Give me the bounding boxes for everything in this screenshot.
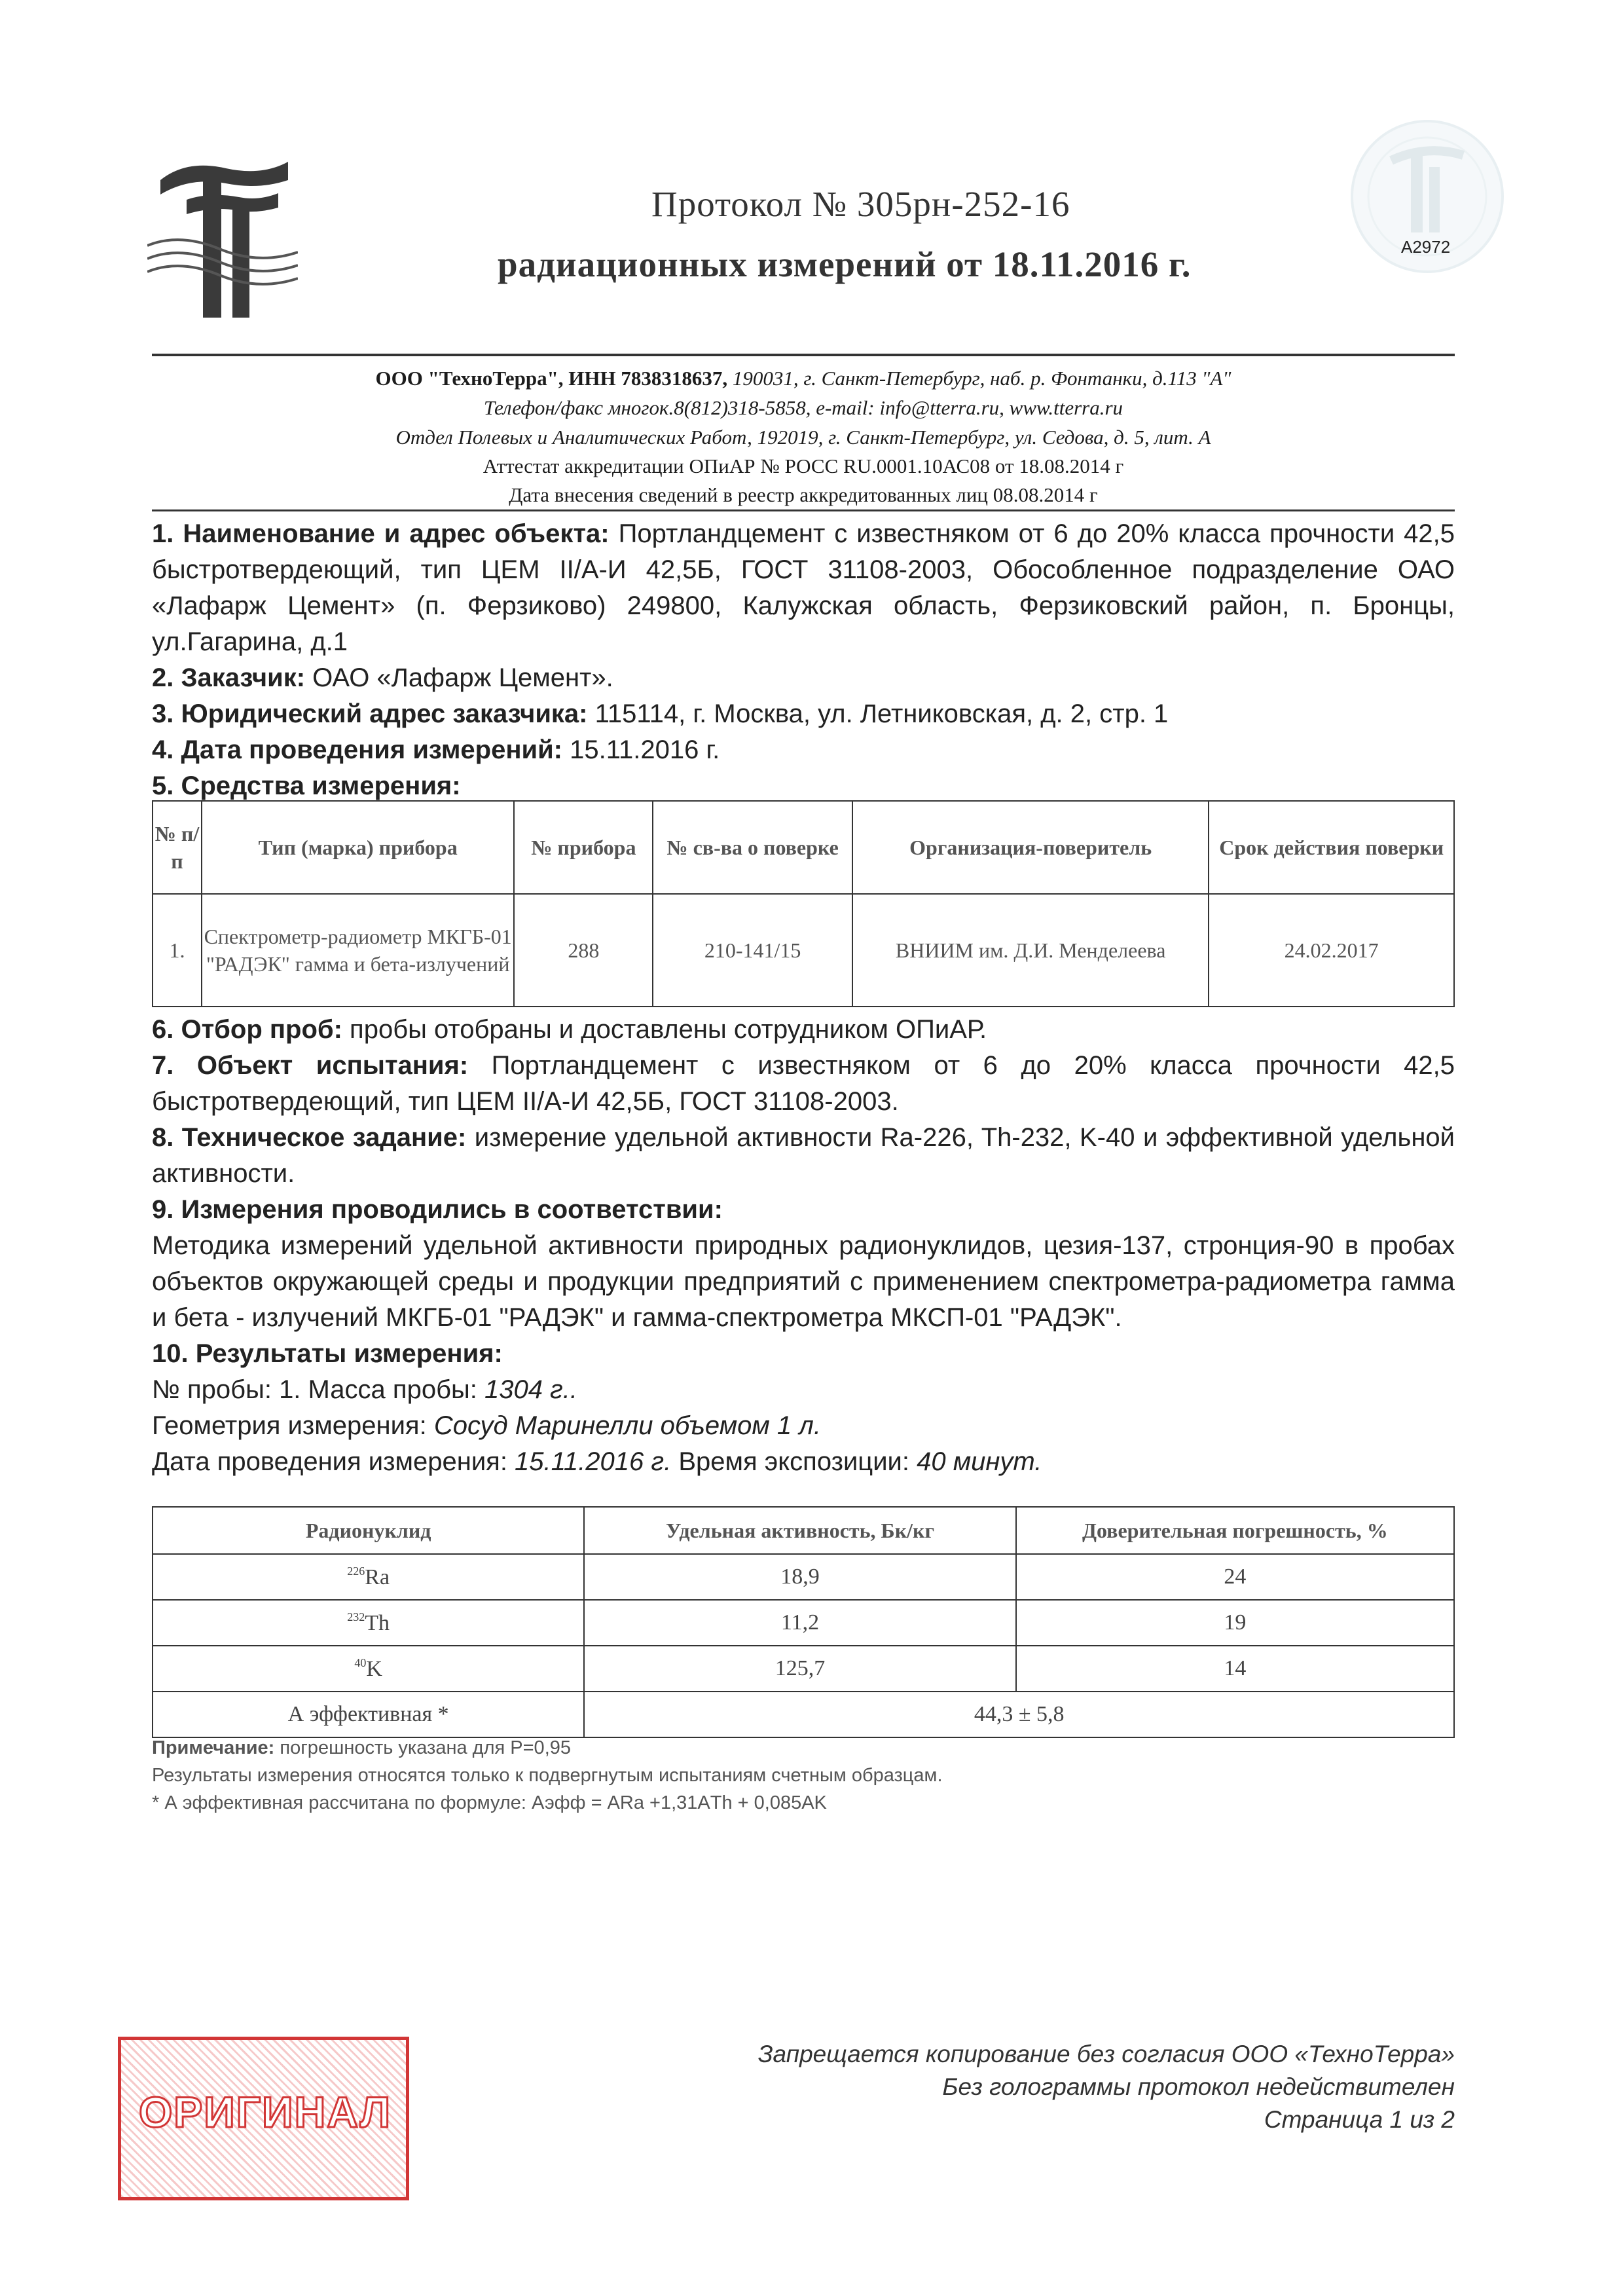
table-cell: 1. <box>153 894 202 1007</box>
section-2: 2. Заказчик: ОАО «Лафарж Цемент». <box>152 663 613 692</box>
table-header-cell: Организация-поверитель <box>852 801 1209 894</box>
table-row <box>153 1646 1454 1692</box>
section-9-text: Методика измерений удельной активности природных радионуклидов, цезия-137, стронция-90 в пробах объектов окружающей среды и продукции предприятий с применением спектрометра-радиометра гамма и бета - излучений МКГБ-01 "РАДЭК" и гамма-спектрометра МКСП-01 "РАДЭК". <box>152 1231 1455 1332</box>
table-cell: 24 <box>1016 1554 1454 1600</box>
section-8: 8. Техническое задание: измерение удельной активности Ra-226, Th-232, K-40 и эффективной удельной активности. <box>152 1123 1455 1188</box>
notes <box>152 1734 943 1817</box>
table-cell: 18,9 <box>584 1554 1015 1600</box>
header-divider <box>152 354 1455 356</box>
table-header-cell: № прибора <box>514 801 653 894</box>
table-cell: 14 <box>1016 1646 1454 1692</box>
table-header-cell: Тип (марка) прибора <box>202 801 515 894</box>
protocol-subtitle: радиационных измерений от 18.11.2016 г. <box>498 244 1192 284</box>
table-cell: 210-141/15 <box>653 894 852 1007</box>
table-cell: 44,3 ± 5,8 <box>584 1692 1454 1737</box>
table-row <box>153 894 1454 1007</box>
section-5: 5. Средства измерения: <box>152 771 461 800</box>
table-header-cell: Срок действия поверки <box>1209 801 1454 894</box>
table-cell: 11,2 <box>584 1600 1015 1646</box>
nuclide-cell: $^{232}$Th <box>153 1600 584 1646</box>
note-scope: Результаты измерения относятся только к подвергнутым испытаниям счетным образцам. <box>152 1765 943 1786</box>
org-line-1: ООО "ТехноТерра", ИНН 7838318637, 190031, г. Санкт-Петербург, наб. р. Фонтанки, д.113 "А" <box>375 367 1231 390</box>
page-number: Страница 1 из 2 <box>1264 2106 1455 2133</box>
nuclide-cell: $^{40}$K <box>153 1646 584 1692</box>
table-header-cell: № св-ва о поверке <box>653 801 852 894</box>
company-logo <box>147 154 298 324</box>
table-cell: 24.02.2017 <box>1209 894 1454 1007</box>
section-4: 4. Дата проведения измерений: 15.11.2016 г. <box>152 735 720 764</box>
section-1: 1. Наименование и адрес объекта: Портландцемент с известняком от 6 до 20% класса прочности 42,5 быстротвердеющий, тип ЦЕМ II/А-И 42,5Б, ГОСТ 31108-2003, Обособленное подразделение ОАО «Лафарж Цемент» (п. Ферзиково) 249800, Калужская область, Ферзиковский район, п. Бронцы, ул.Гагарина, д.1 <box>152 519 1455 656</box>
table-cell: Спектрометр-радиометр МКГБ-01 "РАДЭК" гамма и бета-излучений <box>202 894 515 1007</box>
accreditation-line: Аттестат аккредитации ОПиАР № РОСС RU.0001.10АС08 от 18.08.2014 г <box>483 454 1124 477</box>
protocol-body <box>152 516 1455 804</box>
org-line-2: Телефон/факс многок.8(812)318-5858, e-mail: info@tterra.ru, www.tterra.ru <box>483 396 1123 419</box>
table-row <box>153 1600 1454 1646</box>
sample-info: № пробы: 1. Масса пробы: 1304 г.. <box>152 1375 578 1404</box>
section-3: 3. Юридический адрес заказчика: 115114, г. Москва, ул. Летниковская, д. 2, стр. 1 <box>152 699 1169 728</box>
table-row <box>153 1554 1454 1600</box>
table-row-effective <box>153 1692 1454 1737</box>
original-stamp <box>118 2037 409 2200</box>
table-header-cell: Доверительная погрешность, % <box>1016 1507 1454 1554</box>
section-6: 6. Отбор проб: пробы отобраны и доставлены сотрудником ОПиАР. <box>152 1015 987 1044</box>
stamp-text: ОРИГИНАЛ <box>138 2088 392 2136</box>
note-precision: Примечание: погрешность указана для Р=0,95 <box>152 1737 572 1758</box>
protocol-title: Протокол № 305рн-252-16 <box>651 184 1070 224</box>
section-9: 9. Измерения проводились в соответствии: <box>152 1195 723 1224</box>
geometry-info: Геометрия измерения: Сосуд Маринелли объемом 1 л. <box>152 1411 821 1440</box>
table-cell: 125,7 <box>584 1646 1015 1692</box>
table-cell: А эффективная * <box>153 1692 584 1737</box>
table-header-cell: № п/п <box>153 801 202 894</box>
footer-copy-notice: Запрещается копирование без согласия ООО «ТехноТерра» <box>757 2041 1455 2067</box>
section-7: 7. Объект испытания: Портландцемент с известняком от 6 до 20% класса прочности 42,5 быстротвердеющий, тип ЦЕМ II/А-И 42,5Б, ГОСТ 31108-2003. <box>152 1051 1455 1116</box>
footer-hologram-notice: Без голограммы протокол недействителен <box>942 2073 1455 2100</box>
section-10: 10. Результаты измерения: <box>152 1339 503 1368</box>
instruments-table <box>152 800 1455 1007</box>
table-header-cell: Радионуклид <box>153 1507 584 1554</box>
table-cell: ВНИИМ им. Д.И. Менделеева <box>852 894 1209 1007</box>
table-header-row <box>153 801 1454 894</box>
table-cell: 19 <box>1016 1600 1454 1646</box>
results-table <box>152 1506 1455 1738</box>
registry-line: Дата внесения сведений в реестр аккредитованных лиц 08.08.2014 г <box>152 481 1455 511</box>
protocol-body-continued <box>152 1012 1455 1480</box>
table-header-cell: Удельная активность, Бк/кг <box>584 1507 1015 1554</box>
note-formula: * А эффективная рассчитана по формуле: Аэфф = АRa +1,31АTh + 0,085АK <box>152 1792 827 1813</box>
org-line-3: Отдел Полевых и Аналитических Работ, 192019, г. Санкт-Петербург, ул. Седова, д. 5, лит. А <box>395 426 1211 449</box>
table-header-row <box>153 1507 1454 1554</box>
table-cell: 288 <box>514 894 653 1007</box>
hologram-code: A2972 <box>1401 237 1451 257</box>
measurement-date-info: Дата проведения измерения: 15.11.2016 г. Время экспозиции: 40 минут. <box>152 1447 1042 1476</box>
nuclide-cell: $^{226}$Ra <box>153 1554 584 1600</box>
footer <box>758 2038 1455 2136</box>
